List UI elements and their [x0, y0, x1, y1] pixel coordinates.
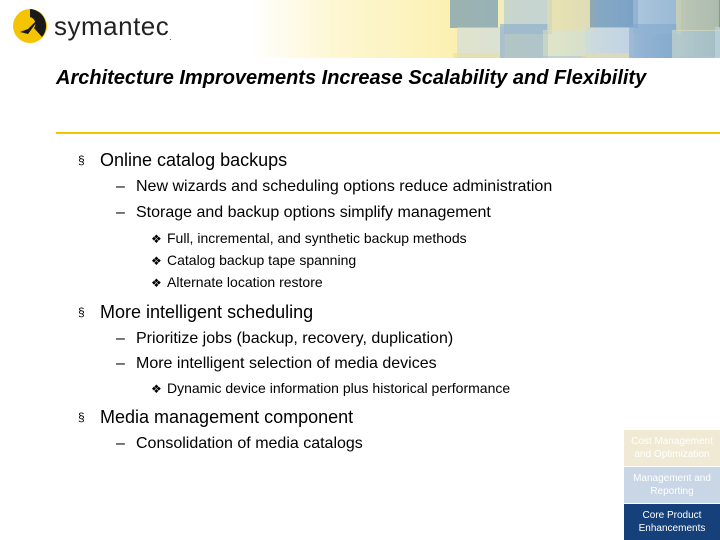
section-nav-item[interactable]: Cost Management and Optimization [624, 430, 720, 466]
bullet-level-1 [78, 407, 353, 428]
bullet-text: Media management component [100, 407, 354, 427]
header-mosaic-tile [679, 56, 720, 58]
bullet-level-2 [116, 178, 552, 196]
bullet-level-3 [151, 252, 356, 268]
header-mosaic-tile [450, 0, 498, 28]
bullet-level-1 [78, 150, 287, 171]
bullet-text: More intelligent scheduling [100, 302, 314, 322]
header-mosaic-tile [629, 24, 677, 58]
bullet-text: Dynamic device information plus historical performance [167, 380, 511, 396]
header-mosaic-tile [715, 27, 720, 58]
brand-wordmark [54, 11, 172, 42]
bullet-marker: ❖ [151, 382, 162, 396]
bullet-marker: § [78, 410, 85, 424]
bullet-text: Catalog backup tape spanning [167, 252, 357, 268]
header-mosaic-tile [539, 56, 587, 58]
symantec-logo-mark-icon [12, 8, 48, 44]
bullet-marker: – [116, 178, 125, 195]
bullet-text: Alternate location restore [167, 274, 323, 290]
header-mosaic-tile [676, 0, 720, 31]
title-divider [56, 132, 720, 134]
section-nav-item[interactable]: Core Product Enhancements [624, 504, 720, 540]
symantec-logo [12, 8, 172, 44]
bullet-marker: ❖ [151, 254, 162, 268]
header-mosaic-tile [500, 24, 548, 58]
bullet-text: More intelligent selection of media devices [136, 355, 437, 372]
bullet-marker: ❖ [151, 232, 162, 246]
section-nav-item[interactable]: Management and Reporting [624, 467, 720, 503]
bullet-text: Storage and backup options simplify management [136, 204, 491, 221]
bullet-marker: § [78, 305, 85, 319]
header-mosaic-tile [453, 53, 501, 58]
bullet-marker: – [116, 330, 125, 347]
bullet-level-3 [151, 380, 510, 396]
bullet-level-3 [151, 274, 323, 290]
bullet-level-2 [116, 435, 363, 453]
bullet-level-3 [151, 230, 467, 246]
brand-name: symantec [54, 11, 170, 41]
brand-trademark: . [169, 33, 172, 42]
bullet-text: New wizards and scheduling options reduce administration [136, 178, 553, 195]
bullet-marker: – [116, 204, 125, 221]
bullet-level-2 [116, 330, 453, 348]
bullet-text: Online catalog backups [100, 150, 288, 170]
header-mosaic-tile [672, 30, 720, 58]
header-mosaic-tile [582, 53, 630, 58]
header-banner-art [250, 0, 720, 58]
bullet-marker: – [116, 435, 125, 452]
bullet-level-1 [78, 302, 313, 323]
bullet-level-2 [116, 355, 437, 373]
bullet-level-2 [116, 204, 491, 222]
bullet-text: Prioritize jobs (backup, recovery, duplication) [136, 330, 454, 347]
bullet-marker: – [116, 355, 125, 372]
bullet-text: Full, incremental, and synthetic backup methods [167, 230, 467, 246]
bullet-text: Consolidation of media catalogs [136, 435, 363, 452]
slide-title: Architecture Improvements Increase Scalability and Flexibility [56, 67, 647, 89]
bullet-marker: § [78, 153, 85, 167]
bullet-marker: ❖ [151, 276, 162, 290]
